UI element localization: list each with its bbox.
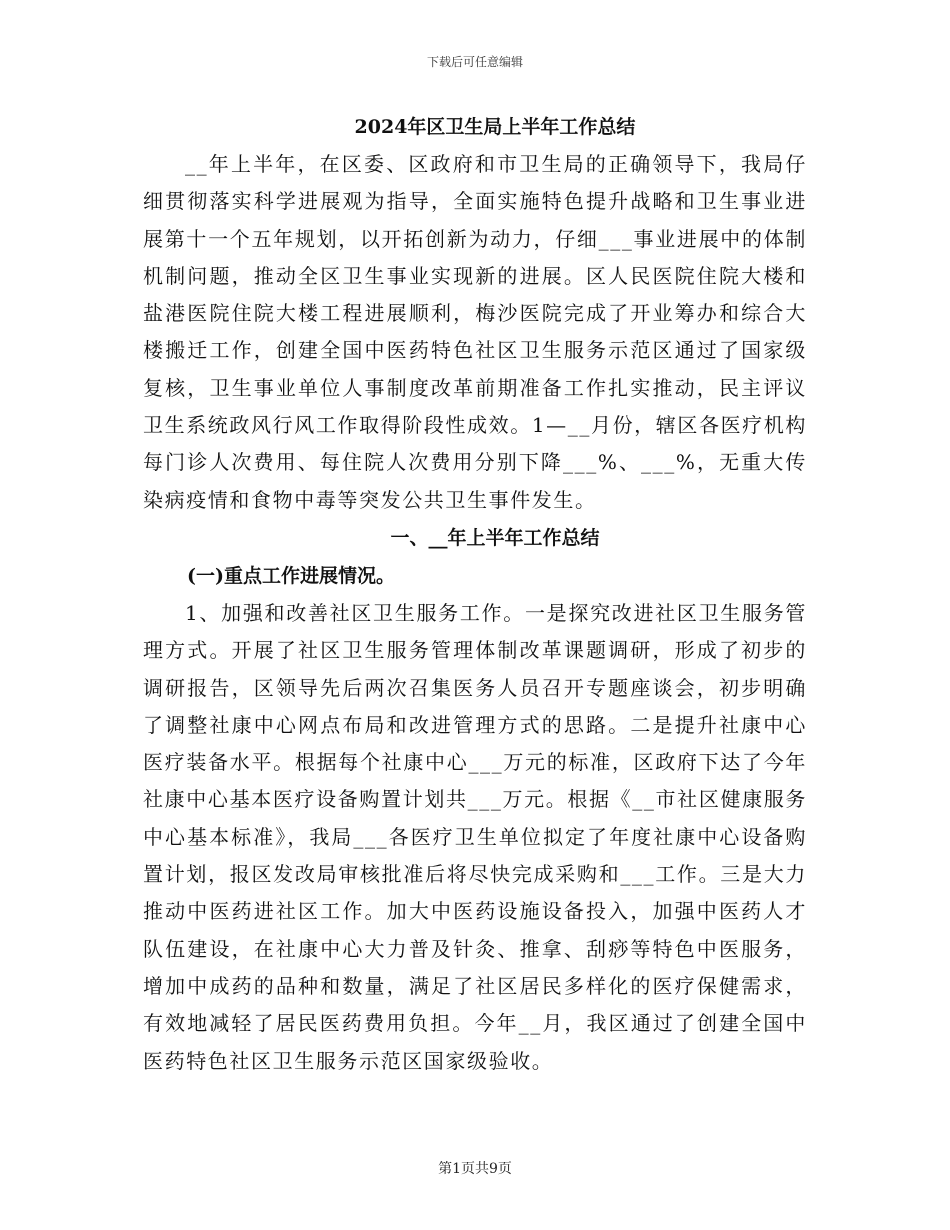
intro-paragraph: __年上半年，在区委、区政府和市卫生局的正确领导下，我局仔细贯彻落实科学进展观为指导，全面实施特色提升战略和卫生事业进展第十一个五年规划，以开拓创新为动力，仔细___事业进展中的体制机制问题，推动全区卫生事业实现新的进展。区人民医院住院大楼和盐港医院住院大楼工程进展顺利，梅沙医院完成了开业筹办和综合大楼搬迁工作，创建全国中医药特色社区卫生服务示范区通过了国家级复核，卫生事业单位人事制度改革前期准备工作扎实推动，民主评议卫生系统政风行风工作取得阶段性成效。1—__月份，辖区各医疗机构每门诊人次费用、每住院人次费用分别下降___%、___%，无重大传染病疫情和食物中毒等突发公共卫生事件发生。 (143, 152, 807, 512)
page-number: 第1页共9页 (438, 1161, 512, 1177)
section-heading: 一、__年上半年工作总结 (390, 526, 600, 549)
subsection-heading: (一)重点工作进展情况。 (187, 564, 395, 587)
item-paragraph: 1、加强和改善社区卫生服务工作。一是探究改进社区卫生服务管理方式。开展了社区卫生服务管理体制改革课题调研，形成了初步的调研报告，区领导先后两次召集医务人员召开专题座谈会，初步明确了调整社康中心网点布局和改进管理方式的思路。二是提升社康中心医疗装备水平。根据每个社康中心___万元的标准，区政府下达了今年社康中心基本医疗设备购置计划共___万元。根据《__市社区健康服务中心基本标准》，我局___各医疗卫生单位拟定了年度社康中心设备购置计划，报区发改局审核批准后将尽快完成采购和___工作。三是大力推动中医药进社区工作。加大中医药设施设备投入，加强中医药人才队伍建设，在社康中心大力普及针灸、推拿、刮痧等特色中医服务，增加中成药的品种和数量，满足了社区居民多样化的医疗保健需求，有效地减轻了居民医药费用负担。今年__月，我区通过了创建全国中医药特色社区卫生服务示范区国家级验收。 (143, 600, 807, 1073)
download-note: 下载后可任意编辑 (426, 55, 523, 69)
document-title: 2024年区卫生局上半年工作总结 (354, 116, 636, 138)
document-body (143, 110, 807, 1080)
